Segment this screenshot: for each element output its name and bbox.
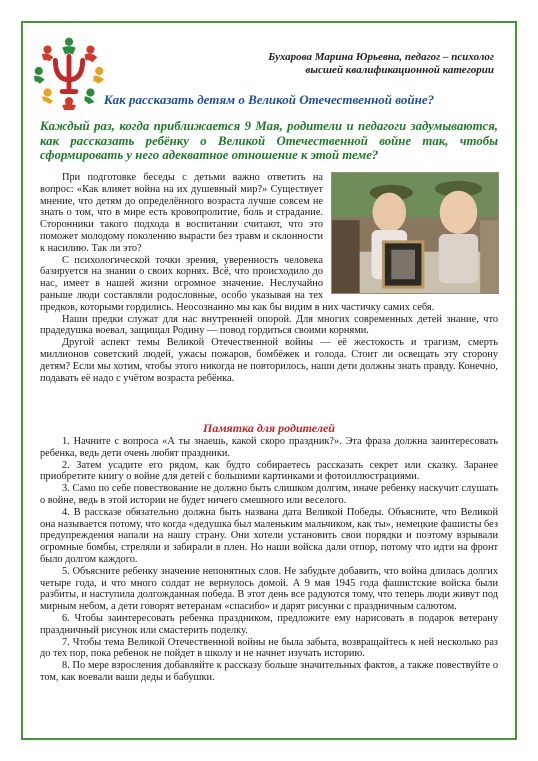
memo-item-2: 2. Затем усадите его рядом, как будто собираетесь рассказать секрет или сказку. Заранее приобретите книгу о войне для детей с большими картинками и фотоиллюстрациями. — [40, 459, 498, 483]
memo-list — [40, 436, 498, 684]
memo-item-8: 8. По мере взросления добавляйте к рассказу больше значительных фактов, а также повествуйте о том, как воевали ваши деды и бабушки. — [40, 660, 498, 683]
memo-item-6: 6. Чтобы заинтересовать ребенка праздником, предложите ему нарисовать в подарок ветерану праздничный рисунок или смастерить поделку. — [40, 612, 498, 636]
psi-symbol-icon — [55, 56, 82, 91]
author-info — [194, 51, 494, 77]
article-title: Как рассказать детям о Великой Отечественной войне? — [103, 92, 435, 107]
memo-item-1: 1. Начните с вопроса «А ты знаешь, какой скоро праздник?». Эта фраза должна заинтересовать ребенка, ведь дети очень любят праздники. — [40, 436, 498, 459]
paragraph-2: С психологической точки зрения, уверенность человека базируется на знании о своих корнях. Всё, что происходило до нас, имеет в нашей жизни огромное значение. Неслучайно раньше люди составляли родословные, особо указывая на тех предков, которыми гордились. Неосознанно мы как бы видим в них частичку самих себя. — [40, 254, 435, 313]
memo-item-7: 7. Чтобы тема Великой Отечественной войны не была забыта, возвращайтесь к ней несколько раз до тех пор, пока ребенок не пойдет в школу и не начнет изучать историю. — [40, 636, 498, 660]
memo-title: Памятка для родителей — [203, 421, 335, 435]
lead-paragraph: Каждый раз, когда приближается 9 Мая, родители и педагоги задумываются, как рассказать ребёнку о Великой Отечественной войне так, чтобы сформировать у него адекватное отношение к этой теме? — [40, 119, 498, 163]
memo-item-4: 4. В рассказе обязательно должна быть названа дата Великой Победы. Объясните, что Великой она называется потому, что когда «дедушка был маленьким мальчиком, как ты», немецкие фашисты без предупреждения напали на нашу страну. Они хотели установить свои порядки и поэтому взрывали огромные бомбы, стреляли и забирали в плен. Но наши войска дали отпор, потому что идти на фронт было долгом каждого. — [40, 506, 498, 565]
memo-item-3: 3. Само по себе повествование не должно быть слишком долгим, иначе ребенку наскучит слушать о войне, ведь в этой истории не будет ничего смешного или веселого. — [40, 483, 498, 506]
author-category-line: высшей квалификационной категории — [305, 64, 494, 76]
intro-text — [40, 172, 498, 384]
paragraph-4: Другой аспект темы Великой Отечественной войны — её жестокость и трагизм, смерть миллионов советский людей, ужасы пожаров, бомбёжек и голода. Стоит ли освещать эту сторону детям? Если мы хотим, чтобы этого никогда не повторилось, наши дети должны знать правду. Конечно, подавать её надо с учётом возраста ребёнка. — [40, 337, 498, 384]
memo-item-5: 5. Объясните ребенку значение непонятных слов. Не забудьте добавить, что война длилась долгих четыре года, и что много солдат не вернулось домой. А 9 мая 1945 года фашистские войска были разбиты, и наступила долгожданная победа. В этот день все радуются тому, что теперь люди живут под мирным небом, а дети говорят ветеранам «спасибо» и дарят рисунки с праздничным салютом. — [40, 565, 498, 613]
author-name-line: Бухарова Марина Юрьевна, педагог – психолог — [268, 51, 494, 63]
paragraph-3: Наши предки служат для нас внутренней опорой. Для многих современных детей знание, что прадедушка воевал, защищал Родину — повод гордиться своими корнями. — [40, 313, 498, 337]
children-photo — [331, 172, 499, 294]
paragraph-1: При подготовке беседы с детьми важно ответить на вопрос: «Как влияет война на их душевный мир?» Существует мнение, что детям до определённого возраста лучше совсем не знать о том, что в мире есть кровопролитие, боль и страдание. Сторонники такого подхода в воспитании считают, что это поможет молодому поколению вырасти без травм и склонности к насилию. Так ли это? — [40, 172, 323, 254]
